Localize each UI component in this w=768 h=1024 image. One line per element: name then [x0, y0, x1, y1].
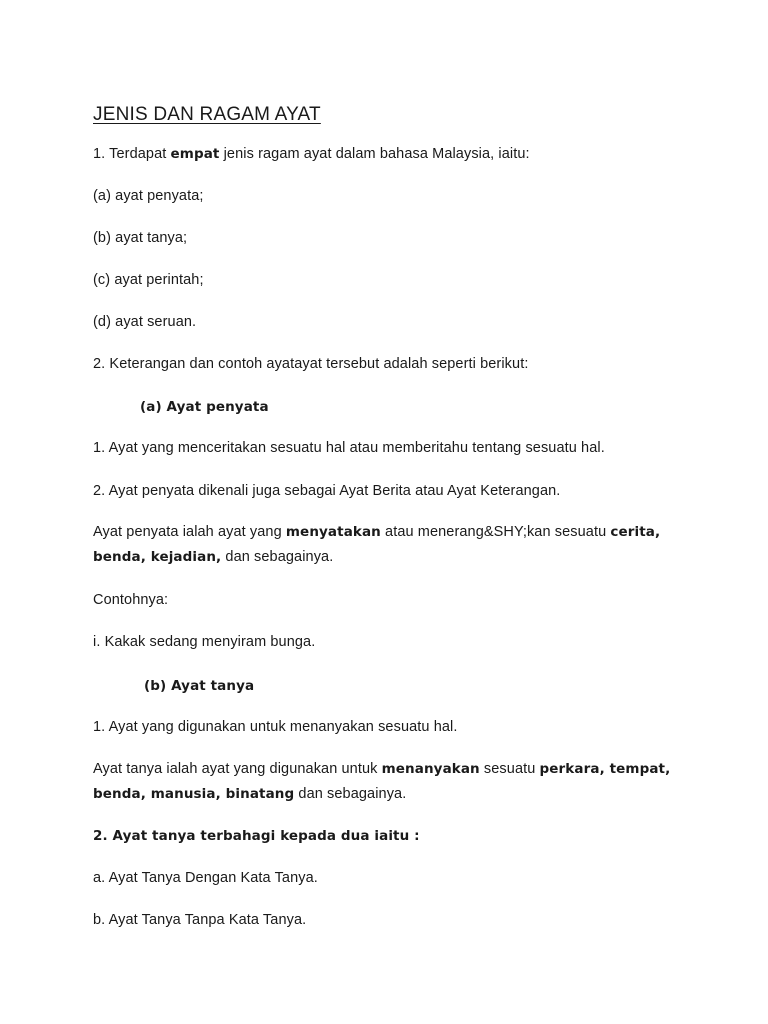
def-text: dan sebagainya.	[221, 549, 334, 565]
section-a-heading: (a) Ayat penyata	[140, 399, 269, 415]
def-text: Ayat tanya ialah ayat yang digunakan untuk	[93, 761, 382, 777]
section-b-p1: 1. Ayat yang digunakan untuk menanyakan sesuatu hal.	[93, 719, 458, 735]
def-bold: benda, manusia, binatang	[93, 786, 295, 802]
section-b-definition-line2	[93, 784, 406, 804]
subtype-item: b. Ayat Tanya Tanpa Kata Tanya.	[93, 912, 307, 928]
def-text: dan sebagainya.	[294, 786, 407, 802]
examples-label: Contohnya:	[93, 592, 169, 608]
type-item: (b) ayat tanya;	[93, 230, 188, 246]
def-bold: benda, kejadian,	[93, 549, 222, 565]
type-item: (d) ayat seruan.	[93, 314, 197, 330]
section-b-p2: 2. Ayat tanya terbahagi kepada dua iaitu :	[93, 828, 420, 844]
point-2: 2. Keterangan dan contoh ayatayat tersebut adalah seperti berikut:	[93, 356, 529, 372]
intro-paragraph	[93, 144, 530, 164]
section-b-definition-line1	[93, 759, 670, 779]
intro-prefix: 1. Terdapat	[93, 146, 171, 162]
def-bold: menanyakan	[381, 761, 480, 777]
def-bold: perkara, tempat,	[539, 761, 671, 777]
intro-suffix: jenis ragam ayat dalam bahasa Malaysia, iaitu:	[219, 146, 530, 162]
type-item: (c) ayat perintah;	[93, 272, 204, 288]
section-a-definition-line1	[93, 522, 660, 542]
intro-bold: empat	[170, 146, 220, 162]
def-bold: menyatakan	[285, 524, 381, 540]
example-item: i. Kakak sedang menyiram bunga.	[93, 634, 316, 650]
section-b-heading: (b) Ayat tanya	[144, 678, 255, 694]
def-text: Ayat penyata ialah ayat yang	[93, 524, 286, 540]
type-item: (a) ayat penyata;	[93, 188, 204, 204]
section-a-p1: 1. Ayat yang menceritakan sesuatu hal atau memberitahu tentang sesuatu hal.	[93, 440, 605, 456]
def-text: atau menerang&SHY;kan sesuatu	[380, 524, 611, 540]
def-text: sesuatu	[479, 761, 540, 777]
section-a-p2: 2. Ayat penyata dikenali juga sebagai Ayat Berita atau Ayat Keterangan.	[93, 483, 561, 499]
document-title: JENIS DAN RAGAM AYAT	[93, 104, 321, 125]
section-a-definition-line2	[93, 547, 333, 567]
subtype-item: a. Ayat Tanya Dengan Kata Tanya.	[93, 870, 318, 886]
def-bold: cerita,	[610, 524, 661, 540]
